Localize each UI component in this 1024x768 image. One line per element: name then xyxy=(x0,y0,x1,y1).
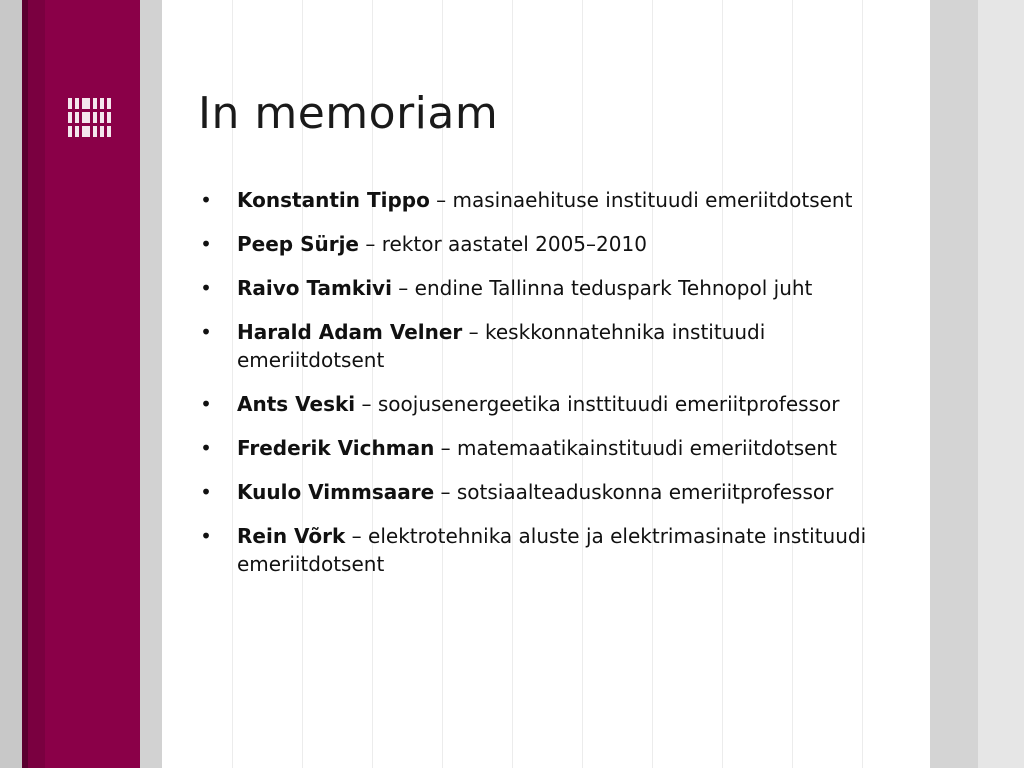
bullet-icon: • xyxy=(200,480,212,504)
person-name: Raivo Tamkivi xyxy=(237,276,392,300)
list-item xyxy=(196,434,876,462)
person-description: – endine Tallinna teduspark Tehnopol juht xyxy=(391,276,813,300)
bullet-icon: • xyxy=(200,232,212,256)
list-item xyxy=(196,390,876,418)
bullet-icon: • xyxy=(200,524,212,548)
person-name: Peep Sürje xyxy=(237,232,359,256)
list-item xyxy=(196,318,876,374)
right-light-grey-band xyxy=(978,0,1024,768)
bullet-icon: • xyxy=(200,188,212,212)
person-name: Frederik Vichman xyxy=(237,436,435,460)
list-item xyxy=(196,230,876,258)
person-description: – keskkonnatehnika instituudi emeriitdotsent xyxy=(237,320,766,372)
person-description: – elektrotehnika aluste ja elektrimasinate instituudi emeriitdotsent xyxy=(237,524,867,576)
list-item xyxy=(196,186,876,214)
list-item xyxy=(196,522,876,578)
bullet-icon: • xyxy=(200,320,212,344)
left-light-grey-band xyxy=(140,0,162,768)
bullet-icon: • xyxy=(200,392,212,416)
slide-title: In memoriam xyxy=(198,88,499,139)
university-columns-logo-icon xyxy=(68,98,118,146)
person-description: – soojusenergeetika insttituudi emeriitprofessor xyxy=(355,392,840,416)
person-name: Konstantin Tippo xyxy=(237,188,430,212)
left-magenta-stripe xyxy=(28,0,45,768)
bullet-icon: • xyxy=(200,276,212,300)
person-name: Ants Veski xyxy=(237,392,356,416)
person-description: – sotsiaalteaduskonna emeriitprofessor xyxy=(434,480,834,504)
person-name: Kuulo Vimmsaare xyxy=(237,480,435,504)
right-grey-band xyxy=(930,0,978,768)
person-description: – rektor aastatel 2005–2010 xyxy=(359,232,647,256)
list-item xyxy=(196,274,876,302)
person-name: Rein Võrk xyxy=(237,524,346,548)
person-description: – matemaatikainstituudi emeriitdotsent xyxy=(434,436,837,460)
bullet-icon: • xyxy=(200,436,212,460)
left-grey-band xyxy=(0,0,22,768)
person-description: – masinaehituse instituudi emeriitdotsent xyxy=(429,188,853,212)
list-item xyxy=(196,478,876,506)
person-name: Harald Adam Velner xyxy=(237,320,463,344)
memoriam-list xyxy=(196,186,876,594)
